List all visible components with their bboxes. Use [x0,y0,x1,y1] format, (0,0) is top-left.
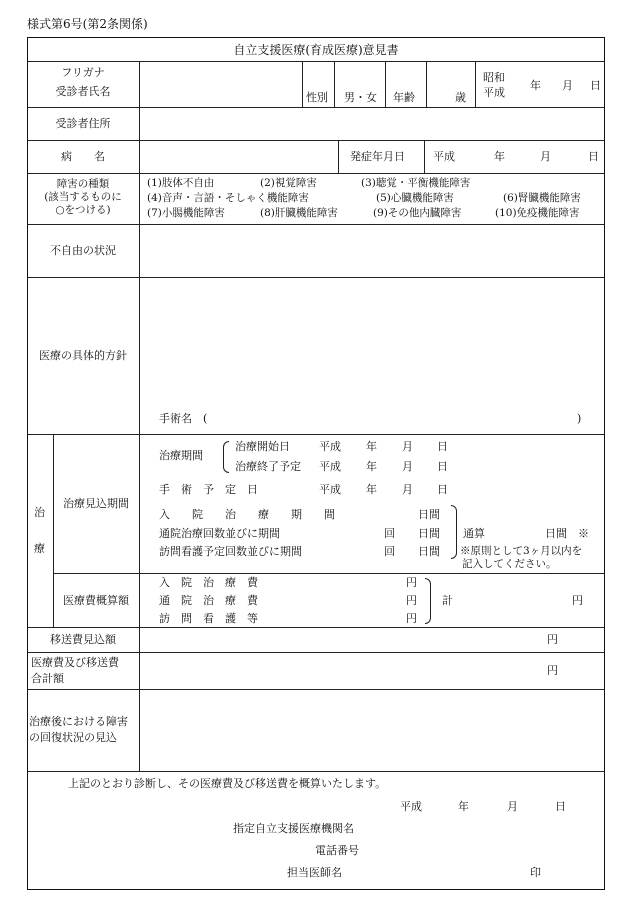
nursing-cost-label: 訪 問 看 護 等 [159,612,258,625]
period-label: 治療見込期間 [63,497,129,510]
disability-label-2: (該当するものに [44,191,122,203]
form-frame [27,37,605,890]
end-month: 月 [402,460,413,473]
disability-type: (8)肝臓機能障害 [260,207,338,219]
treatment-side-2: 療 [34,542,45,555]
impairment-label: 不自由の状況 [50,244,116,257]
outpatient-yen: 円 [406,594,417,607]
era-showa: 昭和 [483,71,505,84]
start-year: 年 [366,440,377,453]
surgery-name-label: 手術名 ( [159,412,208,425]
start-label: 治療開始日 [235,440,290,453]
surgery-era: 平成 [319,483,341,496]
onset-era: 平成 [433,150,455,163]
start-month: 月 [402,440,413,453]
note-line-1: ※原則として3ヶ月以内を [460,545,583,557]
nursing-times: 回 [384,545,395,558]
treatment-side-1: 治 [34,506,45,519]
disability-type: (7)小腸機能障害 [147,207,225,219]
surgery-month: 月 [402,483,413,496]
sex-label: 性別 [306,91,328,104]
institution-label: 指定自立支援医療機関名 [233,822,354,835]
patient-name-label: 受診者氏名 [55,85,111,98]
cost-sum-label: 計 [442,594,453,607]
disability-type: (6)腎臓機能障害 [503,192,581,204]
policy-label: 医療の具体的方針 [39,349,127,362]
era-heisei: 平成 [483,86,505,99]
nursing-period-label: 訪問看護予定回数並びに期間 [159,545,302,558]
inpatient-period-label: 入 院 治 療 期 間 [159,508,335,521]
transport-label: 移送費見込額 [50,633,116,646]
sex-options: 男・女 [344,91,377,104]
footer-month: 月 [507,800,518,813]
onset-month: 月 [540,150,551,163]
disease-label: 病 名 [61,150,105,163]
note-line-2: 記入してください。 [462,558,557,570]
end-day: 日 [437,460,448,473]
cost-sum-yen: 円 [572,594,583,607]
inpatient-days: 日間 [418,508,440,521]
outpatient-days: 日間 [418,527,440,540]
age-unit: 歳 [455,91,466,104]
total-days: 日間 ※ [545,527,589,540]
end-year: 年 [366,460,377,473]
onset-day: 日 [588,150,599,163]
surgery-name-close: ) [577,412,582,425]
end-label: 治療終了予定 [235,460,301,473]
disability-type: (10)免疫機能障害 [495,207,580,219]
furigana-label: フリガナ [61,66,105,79]
period-title: 治療期間 [159,449,203,462]
surgery-day: 日 [437,483,448,496]
disability-type: (3)聴覚・平衡機能障害 [361,177,471,189]
footer-era: 平成 [400,800,422,813]
disability-type: (4)音声・言語・そしゃく機能障害 [147,192,309,204]
seal-mark: 印 [530,866,541,879]
outpatient-period-label: 通院治療回数並びに期間 [159,527,280,540]
inpatient-yen: 円 [406,576,417,589]
disability-type: (2)視覚障害 [260,177,317,189]
nursing-yen: 円 [406,612,417,625]
birth-day: 日 [590,79,601,92]
onset-label: 発症年月日 [350,150,405,163]
footer-statement: 上記のとおり診断し、その医療費及び移送費を概算いたします。 [68,777,387,790]
disability-type: (9)その他内臓障害 [373,207,462,219]
birth-year: 年 [530,79,541,92]
footer-year: 年 [458,800,469,813]
combined-yen: 円 [547,664,558,677]
age-label: 年齢 [393,91,415,104]
recovery-label-1: 治療後における障害 [29,715,128,728]
disability-label-3: ○をつける) [55,204,111,216]
end-era: 平成 [319,460,341,473]
disability-type: (5)心臓機能障害 [376,192,454,204]
combined-label-1: 医療費及び移送費 [31,656,119,669]
start-day: 日 [437,440,448,453]
form-title: 自立支援医療(育成医療)意見書 [233,43,399,57]
cost-label: 医療費概算額 [63,594,129,607]
disability-label-1: 障害の種類 [56,178,110,190]
combined-label-2: 合計額 [31,672,64,685]
phone-label: 電話番号 [315,844,359,857]
inpatient-cost-label: 入 院 治 療 費 [159,576,258,589]
outpatient-cost-label: 通 院 治 療 費 [159,594,258,607]
footer-day: 日 [555,800,566,813]
recovery-label-2: の回復状況の見込 [29,731,117,744]
onset-year: 年 [494,150,505,163]
total-label: 通算 [463,527,485,540]
transport-yen: 円 [547,633,558,646]
surgery-year: 年 [366,483,377,496]
form-number: 様式第6号(第2条関係) [27,17,148,31]
start-era: 平成 [319,440,341,453]
disability-type: (1)肢体不自由 [147,177,215,189]
birth-month: 月 [562,79,573,92]
address-label: 受診者住所 [55,117,111,130]
nursing-days: 日間 [418,545,440,558]
surgery-date-label: 手 術 予 定 日 [159,483,258,496]
outpatient-times: 回 [384,527,395,540]
doctor-label: 担当医師名 [287,866,342,879]
